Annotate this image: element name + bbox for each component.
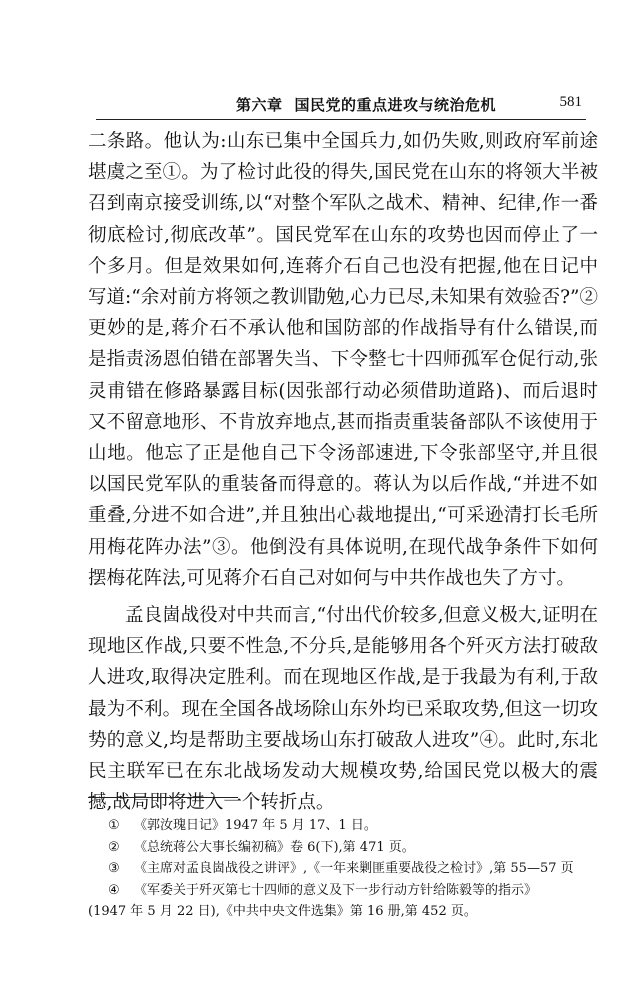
footnote-number: ③ (108, 861, 120, 876)
footnote-text: 《军委关于歼灭第七十四师的意义及下一步行动方针给陈毅等的指示》 (134, 882, 538, 898)
footnote-rule (88, 797, 238, 798)
main-text (88, 126, 598, 818)
chapter-title: 国民党的重点进攻与统治危机 (294, 96, 497, 114)
paragraph-1: 二条路。他认为:山东已集中全国兵力,如仍失败,则政府军前途堪虞之至①。为了检讨此役的得失,国民党在山东的将领大半被召到南京接受训练,以“对整个军队之战术、精神、纪律,作一番彻底检讨,彻底改革”。国民党军在山东的攻势也因而停止了一个多月。但是效果如何,连蒋介石自己也没有把握,他在日记中写道:“余对前方将领之教训勖勉,心力已尽,未知果有效验否?”②更妙的是,蒋介石不承认他和国防部的作战指导有什么错误,而是指责汤恩伯错在部署失当、下令整七十四师孤军仓促行动,张灵甫错在修路暴露目标(因张部行动必须借助道路)、而后退时又不留意地形、不肯放弃地点,甚而指责重装备部队不该使用于山地。他忘了正是他自己下令汤部速进,下令张部坚守,并且很以国民党军队的重装备而得意的。蒋认为以后作战,“并进不如重叠,分进不如合进”,并且独出心裁地提出,“可采逊清打长毛所用梅花阵办法”③。他倒没有具体说明,在现代战争条件下如何摆梅花阵法,可见蒋介石自己对如何与中共作战也失了方寸。 (88, 131, 598, 589)
running-header (96, 94, 586, 118)
paragraph-2: 孟良崮战役对中共而言,“付出代价较多,但意义极大,证明在现地区作战,只要不性急,不分兵,是能够用各个歼灭方法打破敌人进攻,取得决定胜利。而在现地区作战,是于我最为有利,于敌最为不利。现在全国各战场除山东外均已采取攻势,但这一切攻势的意义,均是帮助主要战场山东打破敌人进攻”④。此时,东北民主联军已在东北战场发动大规模攻势,给国民党以极大的震撼,战局即将进入一个转折点。 (88, 605, 598, 814)
chapter-label: 第六章 (236, 96, 283, 114)
footnote-text: 《主席对孟良崮战役之讲评》,《一年来剿匪重要战役之检讨》,第 55—57 页 (134, 861, 574, 876)
footnote-number: ② (108, 839, 120, 855)
footnote-3 (88, 858, 598, 880)
footnote-text: 《郭汝瑰日记》1947 年 5 月 17、1 日。 (134, 818, 377, 833)
page-number: 581 (559, 94, 582, 110)
footnotes (88, 815, 598, 923)
footnote-number: ① (108, 818, 120, 833)
header-rule (96, 119, 586, 120)
header-title (236, 94, 496, 115)
footnote-2 (88, 837, 598, 859)
footnote-4 (88, 880, 598, 902)
footnote-4-continuation: (1947 年 5 月 22 日),《中共中央文件选集》第 16 册,第 452 页。 (88, 904, 477, 919)
footnote-number: ④ (108, 882, 120, 898)
footnote-text: 《总统蒋公大事长编初稿》卷 6(下),第 471 页。 (134, 839, 415, 855)
footnote-1 (88, 815, 598, 837)
